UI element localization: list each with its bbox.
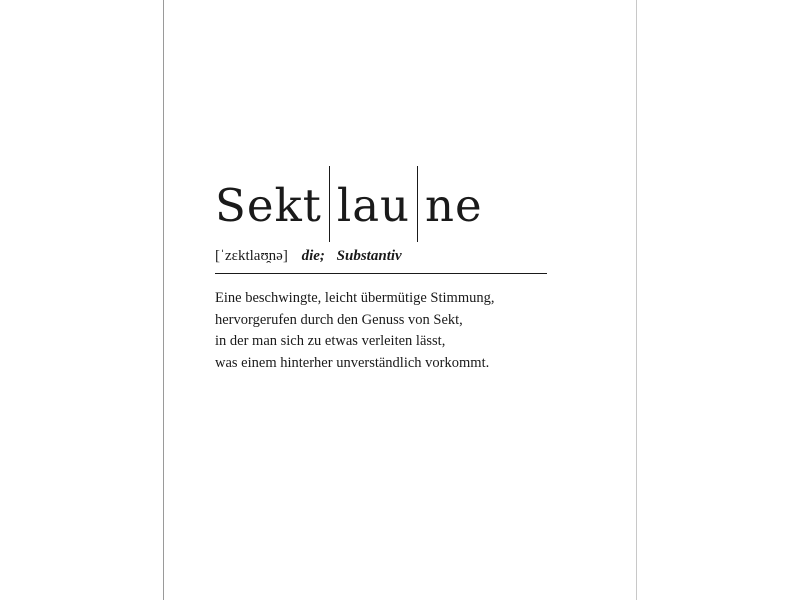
grammar-line [215,248,402,265]
definition-line: in der man sich zu etwas verleiten lässt, [215,333,446,349]
definition-line: was einem hinterher unverständlich vorkommt. [215,354,490,371]
pronunciation: [ˈzɛktlaʊ̯nə] [215,248,288,264]
syllable-1: Sekt [215,179,322,232]
definition [215,288,555,374]
definition-line: hervorgerufen durch den Genuss von Sekt, [215,311,463,328]
definition-line: Eine beschwingte, leicht übermütige Stimmung, [215,290,495,306]
headword [215,160,483,242]
syllable-divider [329,166,330,242]
syllable-2: lau [336,179,411,232]
part-of-speech: Substantiv [336,248,402,264]
article: die; [301,248,325,264]
syllable-divider [417,166,418,242]
separator-rule [215,273,547,274]
syllable-3: ne [425,179,483,232]
